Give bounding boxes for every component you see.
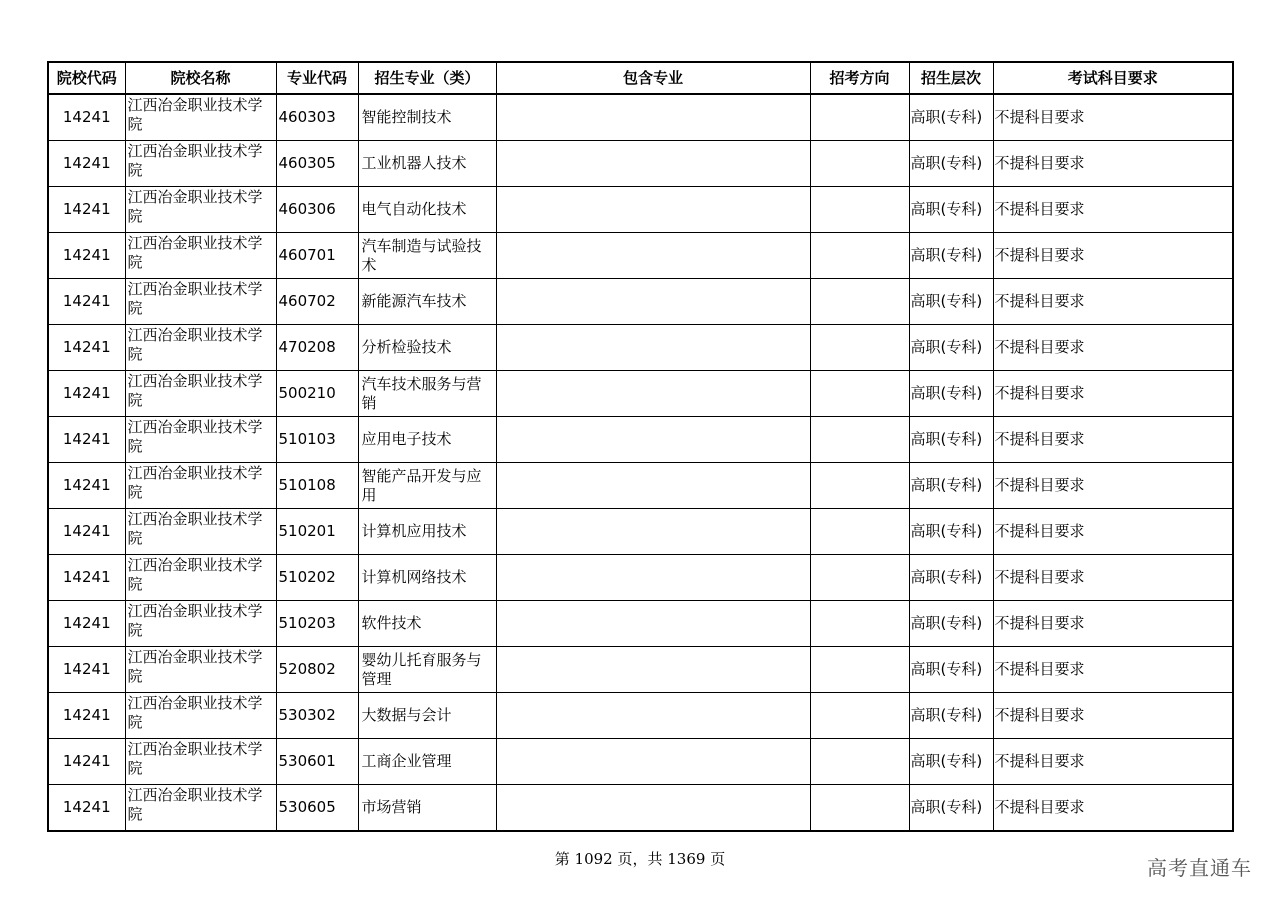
- table-row: [48, 555, 1233, 601]
- cell-level: 高职(专科): [909, 601, 993, 647]
- cell-requirement: 不提科目要求: [993, 739, 1233, 785]
- cell-major-code: 500210: [276, 371, 358, 417]
- cell-school-name: 江西冶金职业技术学院: [125, 371, 276, 417]
- cell-major-code: 530601: [276, 739, 358, 785]
- cell-school-name: 江西冶金职业技术学院: [125, 601, 276, 647]
- cell-direction: [810, 233, 909, 279]
- cell-level: 高职(专科): [909, 785, 993, 832]
- cell-direction: [810, 463, 909, 509]
- header-direction: 招考方向: [810, 62, 909, 94]
- cell-direction: [810, 325, 909, 371]
- table-row: [48, 417, 1233, 463]
- cell-requirement: 不提科目要求: [993, 601, 1233, 647]
- cell-major: 应用电子技术: [358, 417, 496, 463]
- cell-school-code: 14241: [48, 739, 125, 785]
- cell-included-majors: [496, 739, 810, 785]
- cell-major: 智能控制技术: [358, 94, 496, 141]
- cell-level: 高职(专科): [909, 417, 993, 463]
- table-row: [48, 233, 1233, 279]
- cell-included-majors: [496, 785, 810, 832]
- cell-direction: [810, 555, 909, 601]
- cell-direction: [810, 371, 909, 417]
- cell-level: 高职(专科): [909, 187, 993, 233]
- cell-requirement: 不提科目要求: [993, 555, 1233, 601]
- cell-major: 分析检验技术: [358, 325, 496, 371]
- cell-major: 计算机网络技术: [358, 555, 496, 601]
- cell-level: 高职(专科): [909, 94, 993, 141]
- cell-direction: [810, 279, 909, 325]
- cell-major-code: 510201: [276, 509, 358, 555]
- cell-major-code: 470208: [276, 325, 358, 371]
- cell-direction: [810, 601, 909, 647]
- cell-major-code: 460701: [276, 233, 358, 279]
- admissions-table: [47, 61, 1234, 832]
- table-row: [48, 94, 1233, 141]
- cell-school-name: 江西冶金职业技术学院: [125, 555, 276, 601]
- cell-requirement: 不提科目要求: [993, 141, 1233, 187]
- cell-level: 高职(专科): [909, 371, 993, 417]
- cell-included-majors: [496, 417, 810, 463]
- cell-school-name: 江西冶金职业技术学院: [125, 647, 276, 693]
- cell-included-majors: [496, 555, 810, 601]
- table-row: [48, 141, 1233, 187]
- cell-major: 汽车制造与试验技术: [358, 233, 496, 279]
- cell-school-code: 14241: [48, 601, 125, 647]
- page-number: 第 1092 页，共 1369 页: [554, 850, 726, 868]
- cell-school-code: 14241: [48, 371, 125, 417]
- cell-direction: [810, 693, 909, 739]
- cell-school-code: 14241: [48, 463, 125, 509]
- cell-requirement: 不提科目要求: [993, 463, 1233, 509]
- cell-major-code: 530302: [276, 693, 358, 739]
- cell-school-name: 江西冶金职业技术学院: [125, 94, 276, 141]
- cell-requirement: 不提科目要求: [993, 785, 1233, 832]
- table-header-row: [48, 62, 1233, 94]
- cell-school-name: 江西冶金职业技术学院: [125, 693, 276, 739]
- cell-school-code: 14241: [48, 785, 125, 832]
- cell-school-name: 江西冶金职业技术学院: [125, 325, 276, 371]
- cell-major: 市场营销: [358, 785, 496, 832]
- cell-level: 高职(专科): [909, 325, 993, 371]
- cell-direction: [810, 94, 909, 141]
- cell-included-majors: [496, 94, 810, 141]
- cell-school-name: 江西冶金职业技术学院: [125, 785, 276, 832]
- cell-major: 大数据与会计: [358, 693, 496, 739]
- cell-major-code: 510202: [276, 555, 358, 601]
- cell-school-name: 江西冶金职业技术学院: [125, 279, 276, 325]
- cell-level: 高职(专科): [909, 693, 993, 739]
- cell-school-code: 14241: [48, 555, 125, 601]
- table-row: [48, 647, 1233, 693]
- cell-school-code: 14241: [48, 417, 125, 463]
- table-row: [48, 509, 1233, 555]
- cell-level: 高职(专科): [909, 463, 993, 509]
- cell-school-name: 江西冶金职业技术学院: [125, 463, 276, 509]
- cell-included-majors: [496, 693, 810, 739]
- cell-major-code: 510108: [276, 463, 358, 509]
- table-row: [48, 693, 1233, 739]
- cell-school-code: 14241: [48, 187, 125, 233]
- cell-school-code: 14241: [48, 693, 125, 739]
- cell-school-code: 14241: [48, 279, 125, 325]
- cell-requirement: 不提科目要求: [993, 509, 1233, 555]
- cell-direction: [810, 187, 909, 233]
- cell-school-code: 14241: [48, 94, 125, 141]
- header-included-majors: 包含专业: [496, 62, 810, 94]
- table-row: [48, 601, 1233, 647]
- cell-major: 新能源汽车技术: [358, 279, 496, 325]
- cell-major: 工商企业管理: [358, 739, 496, 785]
- cell-included-majors: [496, 509, 810, 555]
- cell-included-majors: [496, 233, 810, 279]
- cell-major: 智能产品开发与应用: [358, 463, 496, 509]
- cell-school-code: 14241: [48, 647, 125, 693]
- cell-included-majors: [496, 463, 810, 509]
- cell-major-code: 530605: [276, 785, 358, 832]
- cell-direction: [810, 647, 909, 693]
- cell-requirement: 不提科目要求: [993, 279, 1233, 325]
- cell-major-code: 460306: [276, 187, 358, 233]
- cell-major-code: 460303: [276, 94, 358, 141]
- cell-major-code: 460702: [276, 279, 358, 325]
- cell-direction: [810, 785, 909, 832]
- cell-included-majors: [496, 601, 810, 647]
- cell-major: 工业机器人技术: [358, 141, 496, 187]
- cell-school-code: 14241: [48, 509, 125, 555]
- table-row: [48, 187, 1233, 233]
- cell-major-code: 460305: [276, 141, 358, 187]
- table-body: [48, 94, 1233, 831]
- header-major-code: 专业代码: [276, 62, 358, 94]
- cell-included-majors: [496, 325, 810, 371]
- cell-level: 高职(专科): [909, 233, 993, 279]
- cell-major-code: 510203: [276, 601, 358, 647]
- cell-school-name: 江西冶金职业技术学院: [125, 417, 276, 463]
- cell-school-name: 江西冶金职业技术学院: [125, 739, 276, 785]
- cell-school-name: 江西冶金职业技术学院: [125, 141, 276, 187]
- cell-major: 汽车技术服务与营销: [358, 371, 496, 417]
- header-major: 招生专业（类）: [358, 62, 496, 94]
- header-school-code: 院校代码: [48, 62, 125, 94]
- cell-major-code: 520802: [276, 647, 358, 693]
- cell-requirement: 不提科目要求: [993, 693, 1233, 739]
- cell-requirement: 不提科目要求: [993, 417, 1233, 463]
- cell-level: 高职(专科): [909, 739, 993, 785]
- cell-direction: [810, 141, 909, 187]
- cell-included-majors: [496, 279, 810, 325]
- header-requirement: 考试科目要求: [993, 62, 1233, 94]
- cell-major: 电气自动化技术: [358, 187, 496, 233]
- cell-included-majors: [496, 371, 810, 417]
- cell-school-code: 14241: [48, 141, 125, 187]
- cell-major: 婴幼儿托育服务与管理: [358, 647, 496, 693]
- cell-direction: [810, 739, 909, 785]
- cell-requirement: 不提科目要求: [993, 233, 1233, 279]
- table-row: [48, 371, 1233, 417]
- cell-school-code: 14241: [48, 233, 125, 279]
- cell-school-name: 江西冶金职业技术学院: [125, 233, 276, 279]
- cell-major-code: 510103: [276, 417, 358, 463]
- table-row: [48, 785, 1233, 832]
- cell-level: 高职(专科): [909, 141, 993, 187]
- cell-requirement: 不提科目要求: [993, 647, 1233, 693]
- cell-direction: [810, 417, 909, 463]
- header-school-name: 院校名称: [125, 62, 276, 94]
- cell-requirement: 不提科目要求: [993, 94, 1233, 141]
- cell-requirement: 不提科目要求: [993, 325, 1233, 371]
- watermark-text: 高考直通车: [1147, 856, 1252, 880]
- cell-requirement: 不提科目要求: [993, 187, 1233, 233]
- cell-major: 计算机应用技术: [358, 509, 496, 555]
- table-row: [48, 739, 1233, 785]
- cell-major: 软件技术: [358, 601, 496, 647]
- cell-level: 高职(专科): [909, 279, 993, 325]
- table-row: [48, 279, 1233, 325]
- cell-included-majors: [496, 187, 810, 233]
- cell-school-name: 江西冶金职业技术学院: [125, 509, 276, 555]
- cell-requirement: 不提科目要求: [993, 371, 1233, 417]
- cell-level: 高职(专科): [909, 555, 993, 601]
- cell-level: 高职(专科): [909, 509, 993, 555]
- cell-direction: [810, 509, 909, 555]
- cell-school-name: 江西冶金职业技术学院: [125, 187, 276, 233]
- cell-level: 高职(专科): [909, 647, 993, 693]
- table-row: [48, 325, 1233, 371]
- header-level: 招生层次: [909, 62, 993, 94]
- table-row: [48, 463, 1233, 509]
- cell-included-majors: [496, 647, 810, 693]
- cell-included-majors: [496, 141, 810, 187]
- cell-school-code: 14241: [48, 325, 125, 371]
